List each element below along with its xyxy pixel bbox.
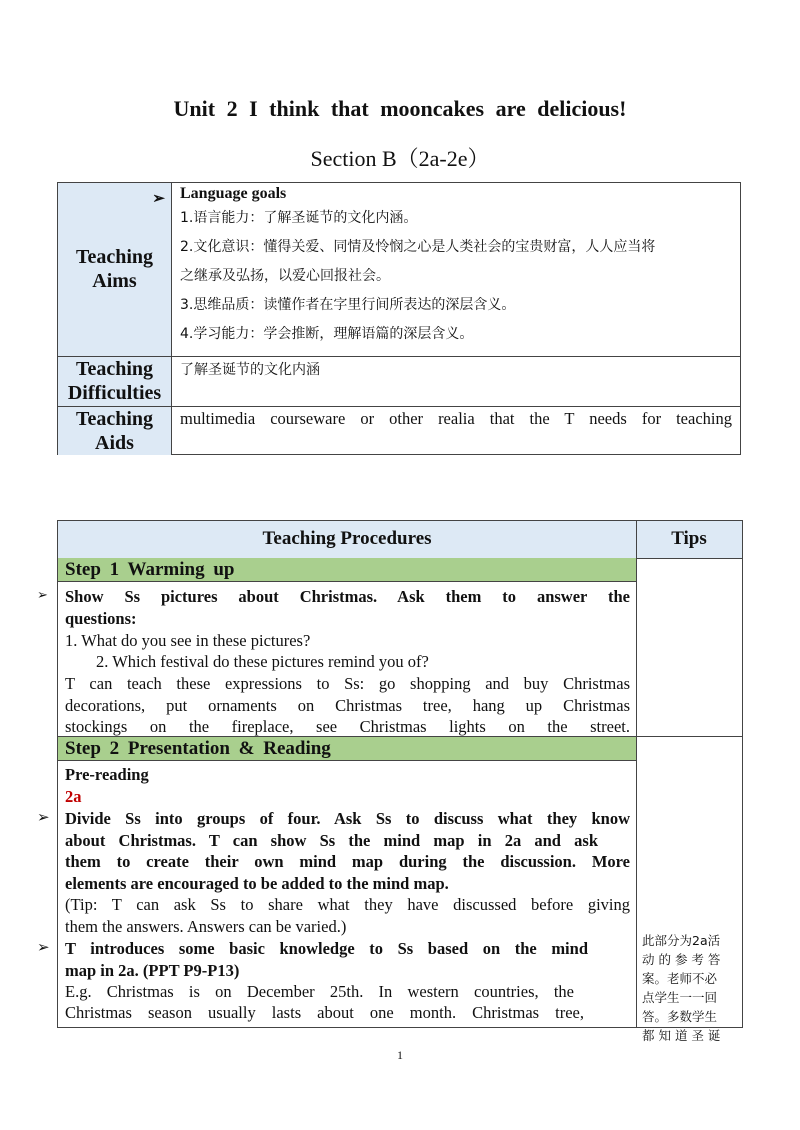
tips-line: 答。多数学生 [642,1009,718,1024]
goal-item: 3.思维品质：读懂作者在字里行间所表达的深层含义。 [180,297,516,313]
tips-line: 点学生一一回 [642,990,718,1005]
document-title: Unit 2 I think that mooncakes are delicious! [173,96,627,121]
difficulties-text: 了解圣诞节的文化内涵 [180,362,320,378]
aids-text: multimedia courseware or other realia that the T needs for teaching [180,409,732,428]
example-line: Christmas season usually lasts about one month. Christmas tree, [65,1003,584,1022]
pre-reading-label: Pre-reading [65,765,149,784]
goal-item: 1.语言能力：了解圣诞节的文化内涵。 [180,210,418,226]
aids-label-cell [58,407,172,455]
step1-text-line: decorations, put ornaments on Christmas tree, hang up Christmas [65,696,630,715]
arrow-bullet-icon: ➢ [152,191,165,207]
difficulties-label-cell [58,357,172,406]
question-item: 1. What do you see in these pictures? [65,631,311,650]
step2-instruction-line: about Christmas. T can show Ss the mind map in 2a and ask [65,831,598,850]
tips-row-divider [636,736,742,737]
aims-label-line2: Aims [92,270,137,292]
arrow-bullet-icon: ➢ [37,810,50,826]
step1-instruction-line: Show Ss pictures about Christmas. Ask them to answer the [65,587,630,606]
example-line: E.g. Christmas is on December 25th. In western countries, the [65,982,574,1001]
arrow-bullet-icon: ➢ [37,940,50,956]
procedures-header: Teaching Procedures [262,528,432,549]
question-item: 2. Which festival do these pictures remind you of? [96,652,429,671]
tips-line: 此部分为2a活 [642,933,721,948]
tips-line: 案。老师不必 [642,971,718,986]
procedures-header-row [58,521,742,559]
step1-title: Step 1 Warming up [58,558,636,582]
step1-text-line: T can teach these expressions to Ss: go shopping and buy Christmas [65,674,630,693]
step2-instruction-line: them to create their own mind map during the discussion. More [65,852,630,871]
language-goals-heading: Language goals [180,185,287,202]
step2-knowledge-line: T introduces some basic knowledge to Ss based on the mind [65,939,588,958]
teaching-procedures-table [57,520,743,1043]
tips-header: Tips [671,528,707,549]
aims-label-line1: Teaching [75,246,154,268]
tips-text [642,931,740,1045]
tips-line: 动 的 参 考 答 [642,952,721,967]
step2-knowledge-line: map in 2a. (PPT P9-P13) [65,961,240,980]
difficulties-label-line1: Teaching [75,358,154,380]
goal-item: 之继承及弘扬，以爱心回报社会。 [180,268,390,284]
teaching-aims-table [57,182,741,455]
column-divider [636,521,637,1027]
step1-instruction-line: questions: [65,609,137,628]
step1-text-line: stockings on the fireplace, see Christmas lights on the street. [65,717,630,736]
arrow-bullet-icon: ➢ [37,587,48,602]
aims-label-cell [58,183,172,356]
goal-item: 2.文化意识：懂得关爱、同情及怜悯之心是人类社会的宝贵财富，人人应当将 [180,239,656,255]
step2-instruction-line: Divide Ss into groups of four. Ask Ss to discuss what they know [65,809,630,828]
step2-title: Step 2 Presentation & Reading [58,737,636,761]
tip-line: (Tip: T can ask Ss to share what they have discussed before giving [65,895,630,914]
section-subtitle: Section B（2a-2e） [310,146,490,171]
tips-line: 都 知 道 圣 诞 [642,1028,721,1043]
aids-label-line2: Aids [95,432,134,454]
tip-line: them the answers. Answers can be varied.) [65,917,347,936]
goal-item: 4.学习能力：学会推断，理解语篇的深层含义。 [180,326,474,342]
aims-content-cell [172,185,740,349]
activity-2a-label: 2a [65,787,82,806]
aids-label-line1: Teaching [75,408,154,430]
difficulties-label-line2: Difficulties [67,382,162,404]
page-number: 1 [397,1048,403,1062]
step2-instruction-line: elements are encouraged to be added to the mind map. [65,874,449,893]
